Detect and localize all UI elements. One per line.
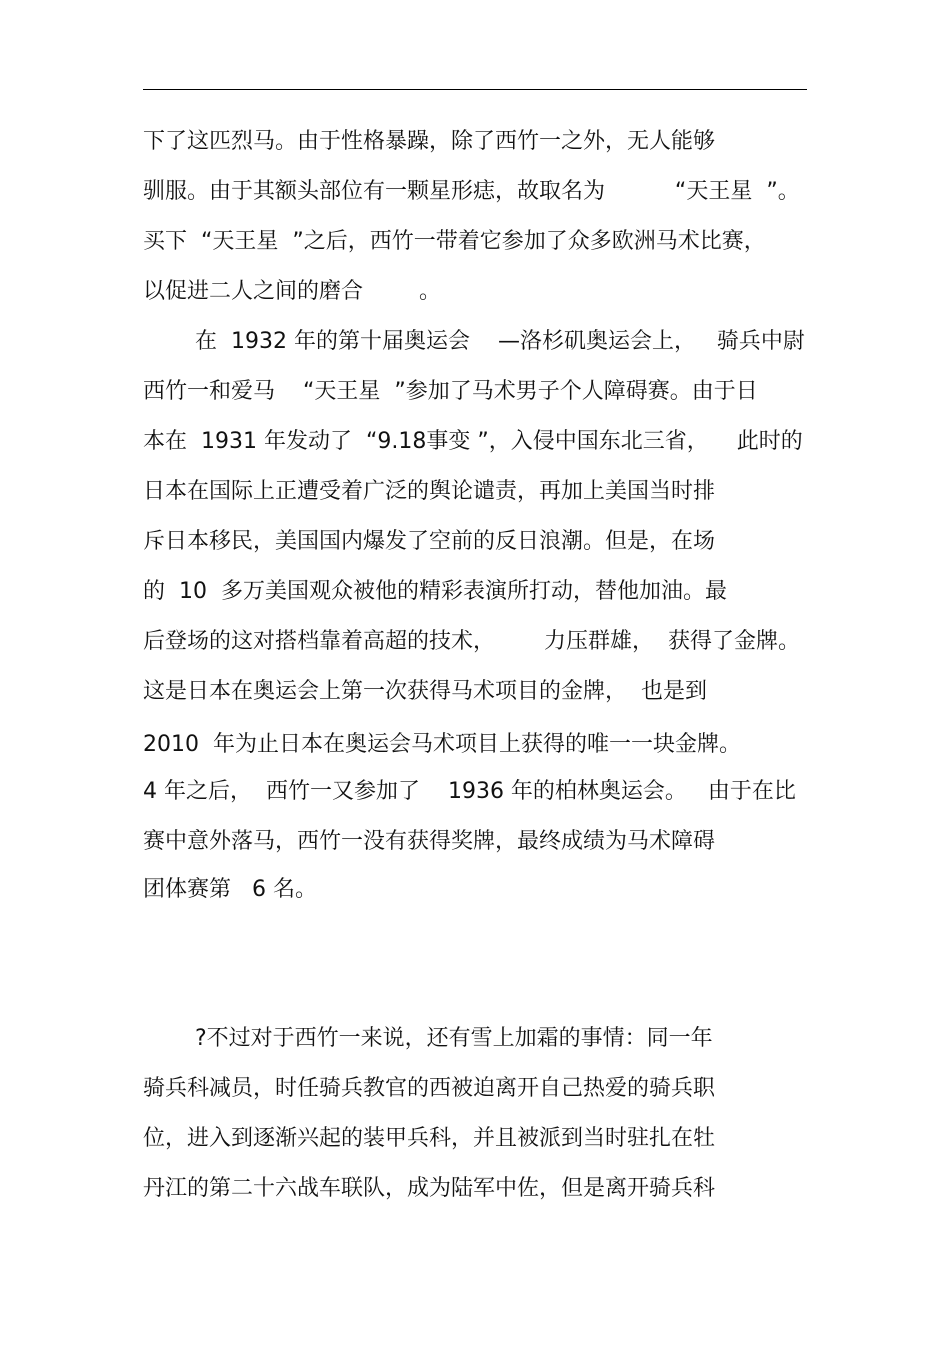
text-line: 团体赛第 6 名。 (143, 877, 317, 902)
text-line: 的 10 多万美国观众被他的精彩表演所打动，替他加油。最 (143, 579, 727, 604)
text-line: 丹江的第二十六战车联队，成为陆军中佐，但是离开骑兵科 (143, 1176, 716, 1201)
text-line: 位，进入到逐渐兴起的装甲兵科，并且被派到当时驻扎在牡 (143, 1126, 716, 1151)
text-line: 在 1932 年的第十届奥运会 —洛杉矶奥运会上， 骑兵中尉 (195, 329, 805, 354)
text-line: 4 年之后， 西竹一又参加了 1936 年的柏林奥运会。 由于在比 (143, 779, 796, 804)
text-line: 斥日本移民，美国国内爆发了空前的反日浪潮。但是，在场 (143, 529, 716, 554)
text-line: 本在 1931 年发动了 “9.18事变 ”，入侵中国东北三省， 此时的 (143, 429, 803, 454)
text-line: 下了这匹烈马。由于性格暴躁，除了西竹一之外，无人能够 (143, 129, 716, 154)
text-line: 2010 年为止日本在奥运会马术项目上获得的唯一一块金牌。 (143, 732, 741, 757)
text-line: ?不过对于西竹一来说，还有雪上加霜的事情：同一年 (195, 1026, 713, 1051)
text-line: 西竹一和爱马 “天王星 ”参加了马术男子个人障碍赛。由于日 (143, 379, 758, 404)
text-line: 后登场的这对搭档靠着高超的技术， 力压群雄， 获得了金牌。 (143, 629, 800, 654)
text-line: 日本在国际上正遭受着广泛的舆论谴责，再加上美国当时排 (143, 479, 716, 504)
text-line: 买下 “天王星 ”之后，西竹一带着它参加了众多欧洲马术比赛， (143, 229, 766, 254)
header-rule (143, 89, 807, 90)
text-line: 骑兵科减员，时任骑兵教官的西被迫离开自己热爱的骑兵职 (143, 1076, 716, 1101)
text-line: 以促进二人之间的磨合 。 (143, 279, 441, 304)
text-line: 这是日本在奥运会上第一次获得马术项目的金牌， 也是到 (143, 679, 707, 704)
text-line: 赛中意外落马，西竹一没有获得奖牌，最终成绩为马术障碍 (143, 829, 716, 854)
text-line: 驯服。由于其额头部位有一颗星形痣，故取名为 “天王星 ”。 (143, 179, 800, 204)
